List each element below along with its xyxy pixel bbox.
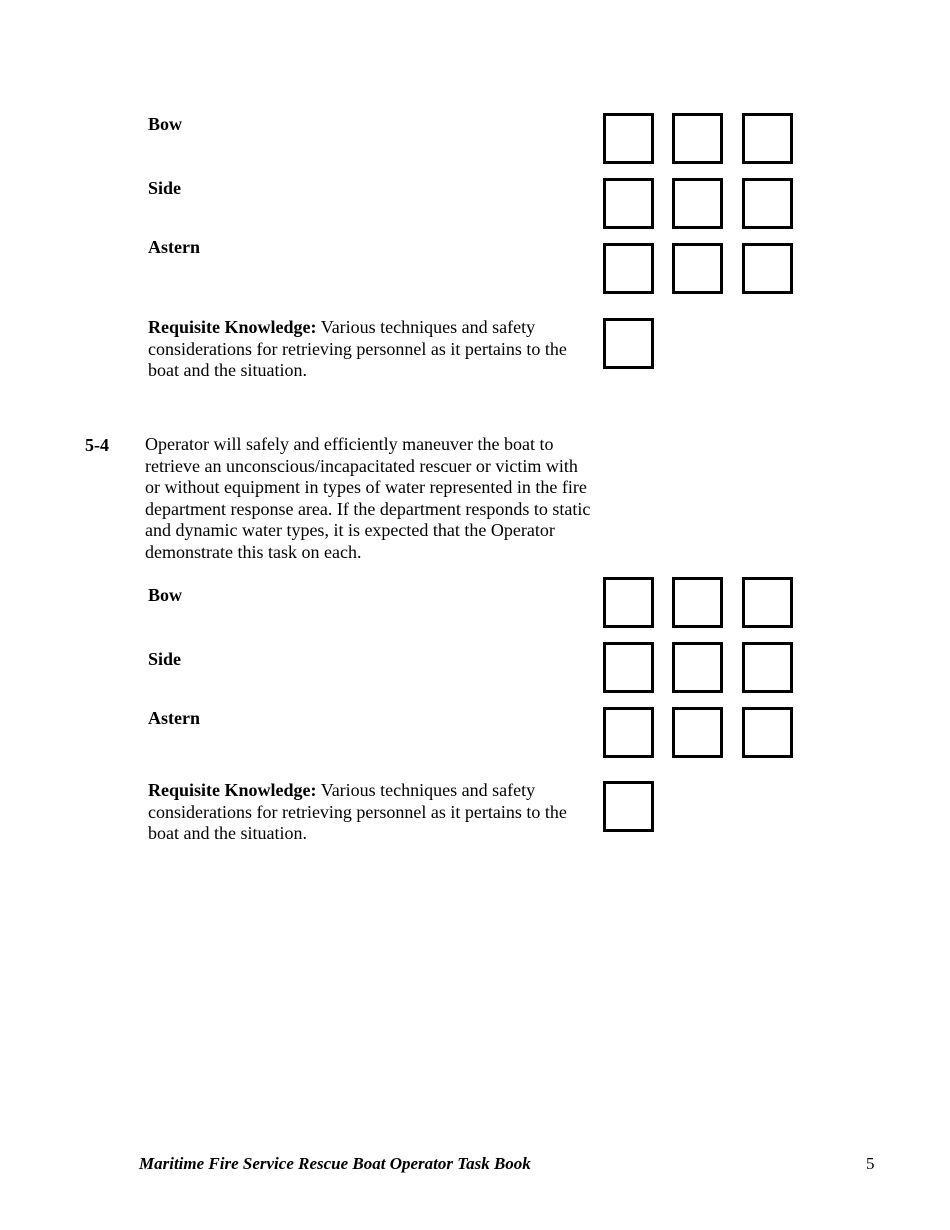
checkbox-side-3[interactable] [742, 178, 793, 229]
row-label-astern: Astern [148, 708, 200, 728]
checkbox-bow-1[interactable] [603, 113, 654, 164]
requisite-knowledge-label: Requisite Knowledge: [148, 317, 317, 337]
footer-title: Maritime Fire Service Rescue Boat Operator Task Book [139, 1154, 531, 1173]
checkbox-requisite[interactable] [603, 781, 654, 832]
task-number: 5-4 [85, 435, 109, 455]
checkbox-side-2[interactable] [672, 178, 723, 229]
checkbox-side-2[interactable] [672, 642, 723, 693]
checkbox-astern-2[interactable] [672, 243, 723, 294]
checkbox-astern-2[interactable] [672, 707, 723, 758]
requisite-knowledge-text: Various techniques and safety considerations for retrieving personnel as it pertains to the boat and the situation. [148, 317, 567, 380]
row-label-bow: Bow [148, 114, 183, 134]
task-description [145, 434, 597, 563]
row-label-side: Side [148, 178, 182, 198]
checkbox-side-1[interactable] [603, 642, 654, 693]
checkbox-astern-3[interactable] [742, 243, 793, 294]
checkbox-bow-3[interactable] [742, 577, 793, 628]
checkbox-bow-2[interactable] [672, 577, 723, 628]
checkbox-astern-1[interactable] [603, 707, 654, 758]
requisite-knowledge [148, 780, 598, 845]
row-label-side: Side [148, 649, 182, 669]
checkbox-requisite[interactable] [603, 318, 654, 369]
checkbox-bow-1[interactable] [603, 577, 654, 628]
task-description-text: Operator will safely and efficiently maneuver the boat to retrieve an unconscious/incapacitated rescuer or victim with or without equipment in types of water represented in the fire department response area. If the department responds to static and dynamic water types, it is expected that the Operator demonstrate this task on each. [145, 434, 591, 562]
requisite-knowledge [148, 317, 598, 382]
requisite-knowledge-label: Requisite Knowledge: [148, 780, 317, 800]
page-number: 5 [866, 1154, 875, 1173]
checkbox-bow-2[interactable] [672, 113, 723, 164]
checkbox-astern-3[interactable] [742, 707, 793, 758]
row-label-astern: Astern [148, 237, 200, 257]
checkbox-bow-3[interactable] [742, 113, 793, 164]
checkbox-side-1[interactable] [603, 178, 654, 229]
requisite-knowledge-text: Various techniques and safety considerations for retrieving personnel as it pertains to the boat and the situation. [148, 780, 567, 843]
row-label-bow: Bow [148, 585, 183, 605]
checkbox-side-3[interactable] [742, 642, 793, 693]
checkbox-astern-1[interactable] [603, 243, 654, 294]
